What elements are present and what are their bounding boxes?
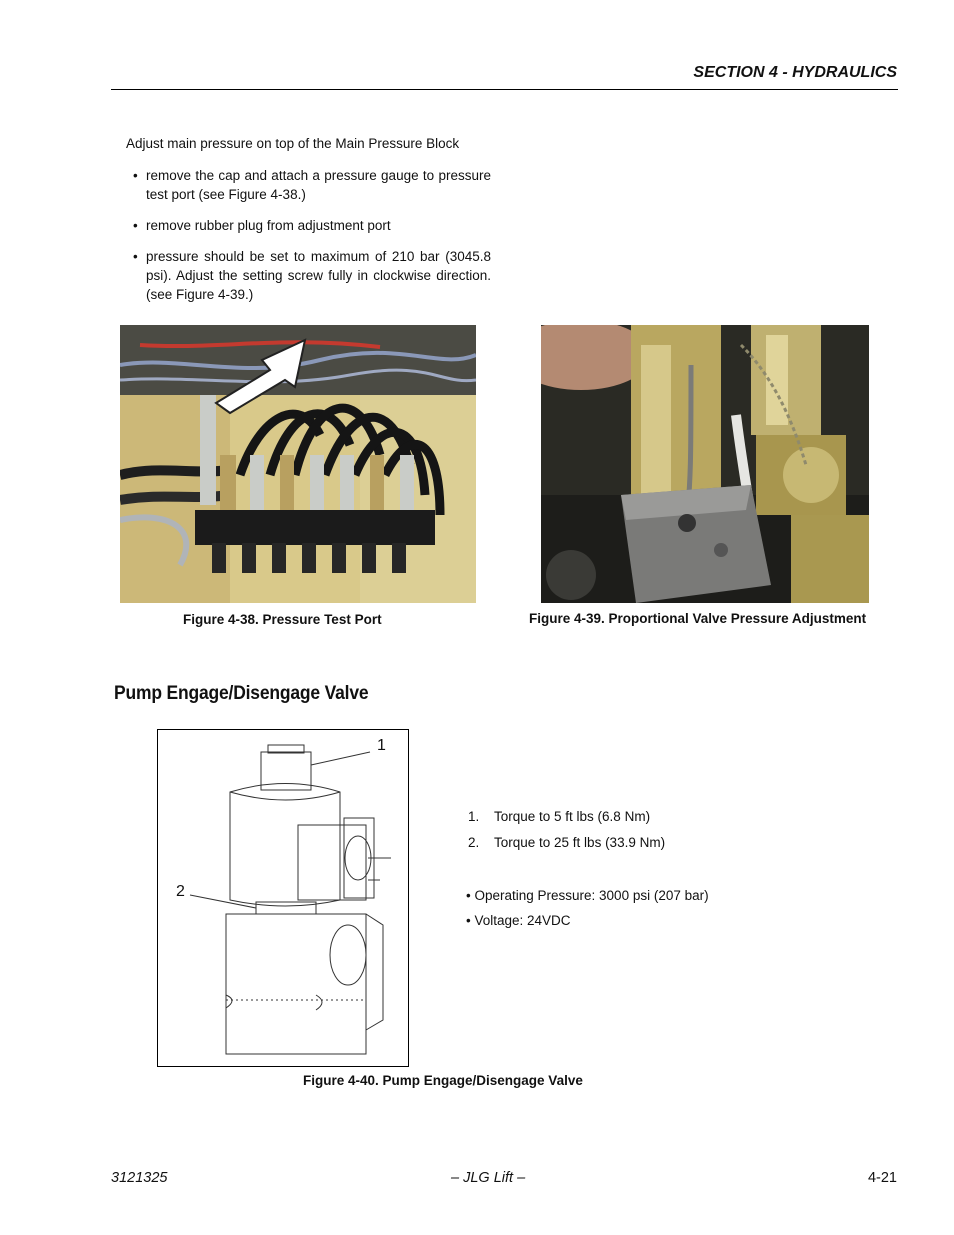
- pressure-test-port-photo: [120, 325, 476, 603]
- figure-39-caption: Figure 4-39. Proportional Valve Pressure Adjustment: [529, 611, 867, 626]
- callout-1-label: 1: [377, 737, 386, 754]
- valve-line-drawing: [158, 730, 408, 1066]
- proportional-valve-photo: [541, 325, 869, 603]
- section-heading: Pump Engage/Disengage Valve: [114, 683, 369, 704]
- torque-list: [468, 808, 665, 860]
- pressure-block-illustration: [120, 325, 476, 603]
- valve-adjustment-illustration: [541, 325, 869, 603]
- pump-valve-diagram: [157, 729, 409, 1067]
- header-rule: [111, 89, 898, 90]
- footer-center: – JLG Lift –: [451, 1170, 526, 1186]
- list-item: • Voltage: 24VDC: [466, 912, 709, 930]
- footer-page-number: 4-21: [867, 1170, 897, 1186]
- list-item: • remove rubber plug from adjustment port: [126, 216, 491, 235]
- list-item: 2. Torque to 25 ft lbs (33.9 Nm): [468, 835, 666, 850]
- footer-doc-number: 3121325: [111, 1170, 168, 1186]
- list-item: • remove the cap and attach a pressure gauge to pressure test port (see Figure 4-38.): [126, 166, 491, 204]
- list-item: 1. Torque to 5 ft lbs (6.8 Nm): [468, 809, 651, 824]
- procedure-list: [126, 166, 491, 316]
- intro-text: Adjust main pressure on top of the Main Pressure Block: [126, 136, 460, 151]
- section-header: SECTION 4 - HYDRAULICS: [693, 64, 897, 81]
- list-item: • pressure should be set to maximum of 210 bar (3045.8 psi). Adjust the setting screw fully in clockwise direction.(see Figure 4-39.): [126, 247, 491, 304]
- spec-list: [466, 887, 709, 937]
- callout-2-label: 2: [176, 883, 185, 900]
- figure-38-caption: Figure 4-38. Pressure Test Port: [183, 612, 382, 627]
- list-item: • Operating Pressure: 3000 psi (207 bar): [466, 887, 709, 905]
- figure-40-caption: Figure 4-40. Pump Engage/Disengage Valve: [303, 1073, 583, 1088]
